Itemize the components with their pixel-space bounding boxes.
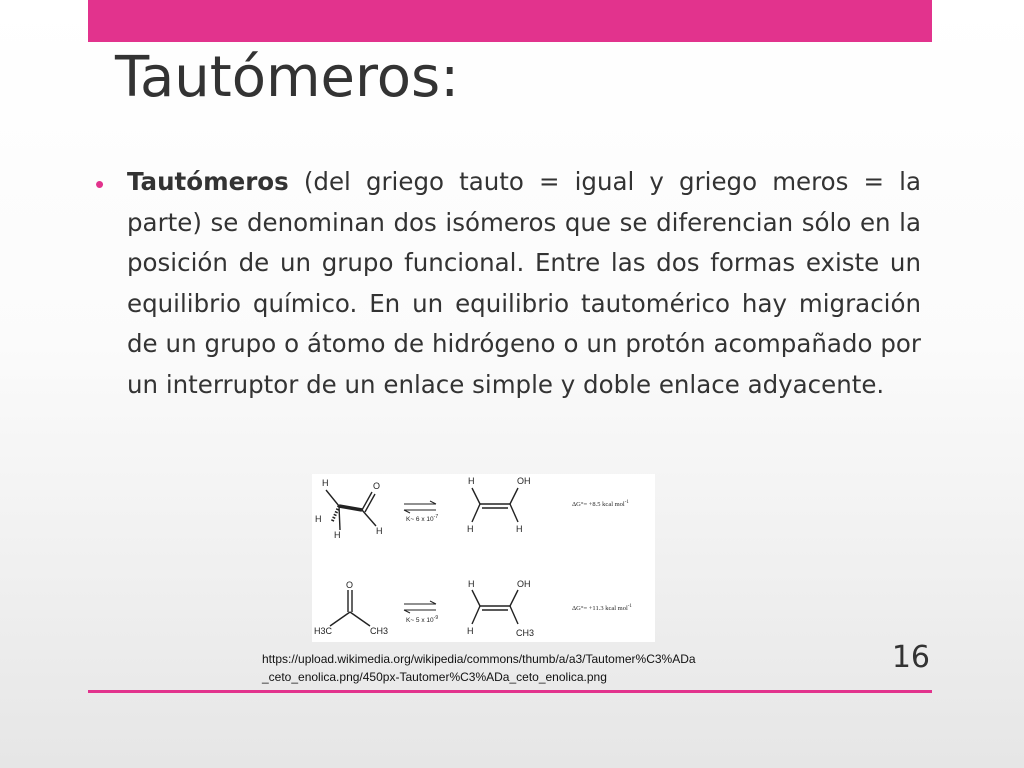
row1-keto-label-h3: H [334,530,341,540]
row2-energy-label: ΔG°= +11.3 kcal mol$^{-1}$ [572,604,632,612]
row1-equilibrium-arrows [404,501,436,513]
row1-keto-label-o: O [373,481,381,491]
row2-enol-label-oh: OH [517,579,531,589]
row1-keto-label-h2: H [315,514,322,524]
row1-energy-label: ΔG°= +8.5 kcal mol$^{-1}$ [572,500,629,508]
row1-equilibrium-constant: K~ 6 x $10^{-7}$ [406,514,439,523]
row1-enol-label-h3: H [516,524,523,534]
row1-keto-label-h4: H [376,526,383,536]
row2-enol-structure [472,590,518,624]
bullet-lead-term: Tautómeros [127,167,289,196]
slide-title: Tautómeros: [115,45,460,110]
row2-enol-label-ch3: CH3 [516,628,535,638]
row1-enol-label-h1: H [468,476,475,486]
row1-enol-structure [472,488,518,522]
row2-keto-label-o: O [346,580,354,590]
row2-keto-label-ch3: CH3 [370,626,389,636]
row1-keto-label-h1: H [322,478,329,488]
row1-enol-label-h2: H [467,524,474,534]
bottom-accent-rule [88,690,932,693]
bullet-marker: • [95,169,105,199]
row1-keto-structure [326,490,376,530]
image-source-link[interactable] [262,650,782,686]
row1-enol-label-oh: OH [517,476,531,486]
row2-keto-structure [330,590,370,626]
row2-enol-label-h1: H [468,579,475,589]
caption-line-1: https://upload.wikimedia.org/wikipedia/commons/thumb/a/a3/Tautomer%C3%ADa [262,652,696,666]
row2-equilibrium-arrows [404,601,436,613]
row2-enol-label-h2: H [467,626,474,636]
top-accent-bar [88,0,932,42]
bullet-body: (del griego tauto = igual y griego meros = la parte) se denominan dos isómeros que se diferencian sólo en la posición de un grupo funcional. Entre las dos formas existe un equilibrio químico. En un equilibrio tautomérico hay migración de un grupo o átomo de hidrógeno o un protón acompañado por un interruptor de un enlace simple y doble enlace adyacente. [127,167,921,399]
bullet-paragraph [95,162,921,405]
page-number: 16 [891,640,930,675]
bullet-text [127,162,921,405]
row2-equilibrium-constant: K~ 5 x $10^{-9}$ [406,615,439,624]
caption-line-2: _ceto_enolica.png/450px-Tautomer%C3%ADa_ceto_enolica.png [262,670,607,684]
tautomer-figure [312,474,655,642]
row2-keto-label-h3c: H3C [314,626,333,636]
